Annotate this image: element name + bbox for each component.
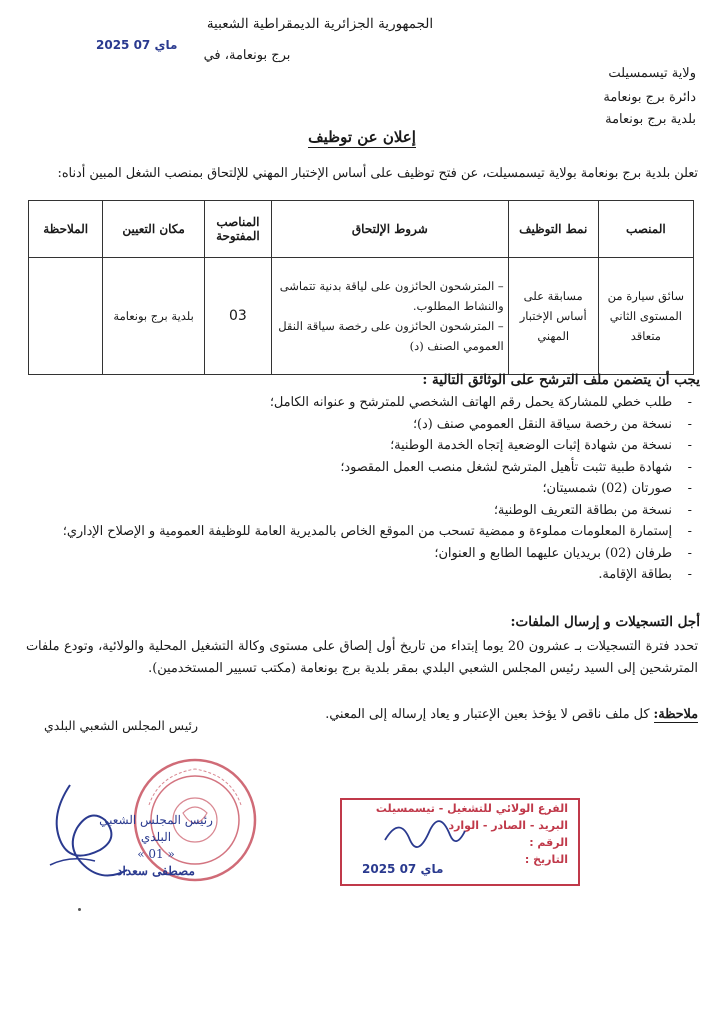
intro-paragraph: تعلن بلدية برج بونعامة بولاية تيسمسيلت، عن فتح توظيف على أساس الإختبار المهني للإلتحاق بمنصب الشغل المبين أدناه: (57, 166, 698, 181)
reception-stamp-date-label: التاريخ : (524, 853, 568, 866)
cell-place: بلدية برج بونعامة (103, 258, 204, 375)
signature-stamp-number: « 01 » (137, 847, 175, 861)
condition-1: – المترشحون الحائزون على لياقة بدنية تتماشى والنشاط المطلوب. (279, 279, 504, 313)
reception-stamp-mail: البريد - الصادر - الوارد (448, 819, 568, 832)
table-header-row (29, 201, 694, 258)
list-item: - شهادة طبية تثبت تأهيل المترشح لشغل منصب العمل المقصود؛ (34, 457, 694, 479)
page-title-text: إعلان عن توظيف (308, 128, 416, 146)
signer-title: رئيس المجلس الشعبي البلدي (44, 718, 198, 733)
reception-stamp-number: الرقم : (529, 836, 568, 849)
handwritten-date: 2025 ماي 07 (96, 38, 178, 52)
table-row (29, 258, 694, 375)
registration-paragraph: تحدد فترة التسجيلات بـ عشرون 20 يوما إبتداء من تاريخ أول إلصاق على مستوى وكالة التشغيل المحلية والولائية، وتودع ملفات المترشحين إلى السيد رئيس المجلس الشعبي البلدي بمقر بلدية برج بونعامة (مكتب تسيير المستخدمين). (26, 639, 699, 676)
docs-heading: يجب أن يتضمن ملف الترشح على الوثائق التالية : (422, 372, 700, 388)
cell-notes (29, 258, 103, 375)
signature-stamp (96, 812, 216, 880)
scan-dot (78, 908, 81, 911)
list-item: - صورتان (02) شمسيتان؛ (34, 478, 694, 500)
admin-commune: بلدية برج بونعامة (605, 112, 696, 127)
stamp-scribble-icon (380, 810, 470, 860)
place-date-line: برج بونعامة، في (203, 48, 291, 63)
registration-heading: أجل التسجيلات و إرسال الملفات: (510, 614, 700, 630)
list-item: - نسخة من بطاقة التعريف الوطنية؛ (34, 500, 694, 522)
cell-mode: مسابقة على أساس الإختبار المهني (508, 258, 598, 375)
list-item: - نسخة من رخصة سياقة النقل العمومي صنف (د)؛ (34, 414, 694, 436)
col-conditions: شروط الإلتحاق (271, 201, 508, 258)
col-notes: الملاحظة (29, 201, 103, 258)
signature-stamp-title: رئيس المجلس الشعبي البلدي (99, 813, 213, 844)
jobs-table (28, 200, 694, 375)
admin-daira: دائرة برج بونعامة (603, 90, 696, 105)
republic-header: الجمهورية الجزائرية الديمقراطية الشعبية (206, 16, 434, 32)
admin-wilaya: ولاية تيسمسيلت (608, 66, 696, 81)
docs-list (34, 392, 694, 586)
list-item: - إستمارة المعلومات مملوءة و ممضية تسحب من الموقع الخاص بالمديرية العامة للوظيفة العمومية و الإصلاح الإداري؛ (34, 521, 694, 543)
condition-2: – المترشحون الحائزون على رخصة سياقة النقل العمومي الصنف (د) (278, 319, 504, 353)
col-post: المنصب (598, 201, 693, 258)
reception-stamp-date: 2025 ماي 07 (362, 862, 444, 876)
reception-stamp-office: الفرع الولائي للتشغيل - تيسمسيلت (375, 802, 568, 815)
cell-open-posts: 03 (204, 258, 271, 375)
list-item: - نسخة من شهادة إثبات الوضعية إتجاه الخدمة الوطنية؛ (34, 435, 694, 457)
cell-post: سائق سيارة من المستوى الثاني متعاقد (598, 258, 693, 375)
note-text: كل ملف ناقص لا يؤخذ بعين الإعتبار و يعاد إرساله إلى المعني. (325, 707, 650, 722)
list-item: - طرفان (02) بريديان عليهما الطابع و العنوان؛ (34, 543, 694, 565)
col-place: مكان التعيين (103, 201, 204, 258)
col-mode: نمط التوظيف (508, 201, 598, 258)
col-open-posts: المناصب المفتوحة (204, 201, 271, 258)
signature-stamp-name: مصطفى سعداد (117, 864, 195, 878)
list-item: - طلب خطي للمشاركة يحمل رقم الهاتف الشخصي للمترشح و عنوانه الكامل؛ (34, 392, 694, 414)
cell-conditions (271, 258, 508, 375)
page-title (0, 128, 724, 146)
list-item: - بطاقة الإقامة. (34, 564, 694, 586)
note-label: ملاحظة: (653, 707, 698, 722)
